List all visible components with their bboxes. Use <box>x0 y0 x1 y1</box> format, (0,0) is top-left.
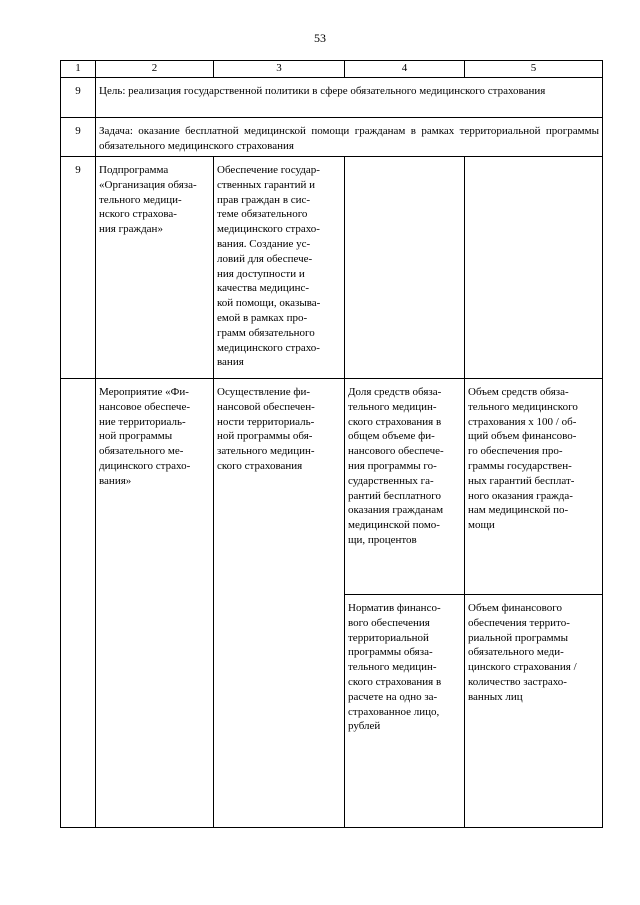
page-number: 53 <box>314 31 326 45</box>
measure-name: Мероприятие «Фи- нансовое обеспече- ние территориаль- ной программы обязательного ме- дицинского страхо- вания» <box>96 379 214 828</box>
subprogram-formula-empty <box>465 157 603 379</box>
program-table <box>60 60 603 828</box>
measure-number-empty <box>61 379 96 828</box>
indicator-1-formula: Объем средств обяза- тельного медицинского страхования х 100 / об- щий объем финансово- го обеспечения про- граммы государствен- ных гарантий бесплат- ного оказания гражда- нам медицинской по- мощи <box>465 379 603 595</box>
subprogram-row <box>61 157 603 379</box>
task-text: Задача: оказание бесплатной медицинской помощи гражданам в рамках территориальной программы обязательного медицинского страхования <box>96 118 603 157</box>
header-cell-5: 5 <box>465 61 603 78</box>
goal-text: Цель: реализация государственной политики в сфере обязательного медицинского страхования <box>96 78 603 118</box>
goal-row <box>61 78 603 118</box>
header-cell-4: 4 <box>345 61 465 78</box>
subprogram-purpose: Обеспечение государ- ственных гарантий и прав граждан в сис- теме обязательного медицинского страхо- вания. Создание ус- ловий для обеспече- ния доступности и качества медицинс- кой помощи, оказыва- емой в рамках про- грамм обязательного медицинского страхо- вания <box>214 157 345 379</box>
header-cell-1: 1 <box>61 61 96 78</box>
measure-row-1 <box>61 379 603 595</box>
indicator-2-formula: Объем финансового обеспечения террито- риальной программы обязательного меди- цинского страхования / количество застрахо- ванных лиц <box>465 595 603 828</box>
task-row <box>61 118 603 157</box>
subprogram-name: Подпрограмма «Организация обяза- тельного медици- нского страхова- ния граждан» <box>96 157 214 379</box>
header-cell-2: 2 <box>96 61 214 78</box>
header-cell-3: 3 <box>214 61 345 78</box>
goal-number: 9 <box>61 78 96 118</box>
subprogram-indicator-empty <box>345 157 465 379</box>
task-number: 9 <box>61 118 96 157</box>
subprogram-number: 9 <box>61 157 96 379</box>
measure-purpose: Осуществление фи- нансовой обеспечен- ности территориаль- ной программы обя- зательного медицин- ского страхования <box>214 379 345 828</box>
indicator-1-name: Доля средств обяза- тельного медицин- ского страхования в общем объеме фи- нансового обеспече- ния программы го- сударственных га- рантий бесплатного оказания гражданам медицинской помо- щи, процентов <box>345 379 465 595</box>
header-row <box>61 61 603 78</box>
indicator-2-name: Норматив финансо- вого обеспечения территориальной программы обяза- тельного медицин- ского страхования в расчете на одно за- страхованное лицо, рублей <box>345 595 465 828</box>
